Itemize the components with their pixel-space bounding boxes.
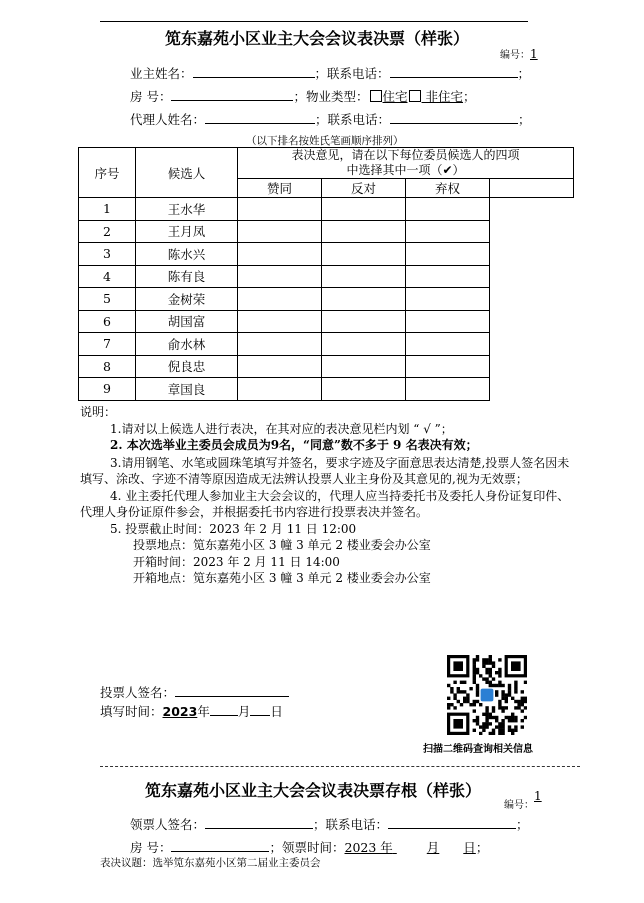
vote-cell-oppose[interactable] [322, 378, 406, 401]
row-index: 3 [79, 243, 136, 266]
vote-cell-abstain[interactable] [406, 198, 490, 221]
stub-receive-year: 2023 年 [344, 840, 393, 855]
col-agree-header: 赞同 [238, 179, 322, 198]
note-5-4: 开箱地点：笕东嘉苑小区 3 幢 3 单元 2 楼业委会办公室 [133, 571, 431, 585]
vote-cell-agree[interactable] [238, 288, 322, 311]
row-index: 7 [79, 333, 136, 356]
row-candidate-name: 胡国富 [136, 310, 238, 333]
non-residential-checkbox[interactable] [409, 90, 421, 102]
room-label: 房 号： [130, 89, 172, 104]
stub-recipient-field[interactable] [205, 815, 313, 829]
table-row [79, 265, 574, 288]
vote-cell-oppose[interactable] [322, 355, 406, 378]
qr-code-graphic [447, 655, 527, 735]
day-unit: 日 [270, 704, 283, 719]
stub-receive-date[interactable] [345, 840, 476, 855]
month-unit: 月 [237, 704, 251, 719]
semicolon: ； [463, 89, 476, 104]
col-oppose-header: 反对 [322, 179, 406, 198]
owner-name-line [130, 64, 530, 82]
row-candidate-name: 章国良 [136, 378, 238, 401]
ballot-serial [500, 46, 538, 61]
stub-serial-label: 编号： [504, 800, 534, 811]
owner-name-label: 业主姓名： [130, 66, 193, 81]
col-candidate-header: 候选人 [136, 148, 238, 198]
stub-receive-time-label: ；领票时间： [269, 840, 345, 855]
vote-cell-oppose[interactable] [322, 243, 406, 266]
ballot-title: 笕东嘉苑小区业主大会会议表决票（样张） [165, 29, 470, 48]
stub-room-field[interactable] [171, 838, 269, 852]
row-candidate-name: 倪良忠 [136, 355, 238, 378]
row-index: 4 [79, 265, 136, 288]
non-residential-label: 非住宅 [425, 89, 464, 104]
table-row [79, 220, 574, 243]
note-5-1: 5. 投票截止时间：2023 年 2 月 11 日 12:00 [110, 521, 357, 536]
stub-subject: 表决议题：选举笕东嘉苑小区第二届业主委员会 [100, 857, 321, 869]
row-candidate-name: 王水华 [136, 198, 238, 221]
note-2: 2. 本次选举业主委员会成员为9名，“同意”数不多于 9 名表决有效； [110, 438, 478, 452]
stub-room-label: 房 号： [130, 840, 172, 855]
semicolon: ； [475, 840, 489, 855]
opinion-header-line1: 表决意见，请在以下每位委员候选人的四项 [291, 148, 520, 162]
vote-cell-abstain[interactable] [406, 310, 490, 333]
opinion-header-line2: 中选择其中一项（✔） [346, 163, 465, 177]
row-candidate-name: 俞水林 [136, 333, 238, 356]
vote-cell-agree[interactable] [238, 243, 322, 266]
notes-heading: 说明： [80, 405, 117, 419]
fill-time-line [100, 702, 283, 720]
vote-cell-agree[interactable] [238, 310, 322, 333]
stub-serial-value: 1 [534, 789, 542, 803]
vote-table [78, 147, 574, 401]
row-candidate-name: 王月凤 [136, 220, 238, 243]
stub-title: 笕东嘉苑小区业主大会会议表决票存根（样张） [145, 781, 482, 800]
table-row [79, 310, 574, 333]
stub-receive-month: 月 [426, 840, 440, 855]
room-field[interactable] [171, 87, 293, 101]
serial-value: 1 [530, 47, 538, 61]
order-note: （以下排名按姓氏笔画顺序排列） [246, 135, 404, 147]
qr-code-icon[interactable] [447, 655, 527, 735]
row-index: 6 [79, 310, 136, 333]
col-index-header: 序号 [79, 148, 136, 198]
vote-cell-abstain[interactable] [406, 288, 490, 311]
stub-room-line [130, 838, 488, 856]
agent-phone-field[interactable] [390, 110, 518, 124]
vote-cell-oppose[interactable] [322, 288, 406, 311]
table-row [79, 378, 574, 401]
table-row [79, 288, 574, 311]
top-rule [100, 21, 528, 22]
vote-cell-agree[interactable] [238, 198, 322, 221]
vote-cell-oppose[interactable] [322, 198, 406, 221]
row-candidate-name: 陈有良 [136, 265, 238, 288]
signer-field[interactable] [175, 683, 289, 697]
tear-line [100, 766, 580, 767]
row-candidate-name: 金树荣 [136, 288, 238, 311]
row-index: 5 [79, 288, 136, 311]
signer-line [100, 683, 289, 701]
residential-checkbox[interactable] [370, 90, 382, 102]
vote-cell-agree[interactable] [238, 265, 322, 288]
agent-phone-label: ；联系电话： [315, 112, 391, 127]
note-3: 3.请用钢笔、水笔或圆珠笔填写并签名，要求字迹及字面意思表达清楚,投票人签名因未填写、涂改、字迹不清等原因造成无法辨认投票人业主身份及其意见的,视为无效票； [80, 455, 570, 486]
vote-cell-oppose[interactable] [322, 333, 406, 356]
room-line [130, 87, 476, 105]
serial-label: 编号： [500, 50, 530, 61]
row-index: 2 [79, 220, 136, 243]
row-candidate-name: 陈水兴 [136, 243, 238, 266]
stub-serial [504, 788, 542, 811]
row-index: 8 [79, 355, 136, 378]
vote-cell-agree[interactable] [238, 355, 322, 378]
notes [80, 404, 570, 587]
row-index: 1 [79, 198, 136, 221]
opinion-header [238, 148, 574, 179]
vote-cell-abstain[interactable] [406, 378, 490, 401]
semicolon: ； [517, 66, 531, 81]
agent-name-field[interactable] [205, 110, 315, 124]
signer-label: 投票人签名： [100, 685, 176, 700]
fill-month-field[interactable] [210, 702, 238, 716]
stub-phone-label: ；联系电话： [313, 817, 389, 832]
note-1: 1.请对以上候选人进行表决，在其对应的表决意见栏内划 “ √ ”； [110, 421, 453, 436]
table-row [79, 198, 574, 221]
note-5-2: 投票地点：笕东嘉苑小区 3 幢 3 单元 2 楼业委会办公室 [133, 538, 431, 552]
vote-cell-agree[interactable] [238, 220, 322, 243]
fill-day-field[interactable] [250, 702, 270, 716]
table-row [79, 355, 574, 378]
stub-receive-day: 日 [463, 840, 476, 855]
vote-cell-abstain[interactable] [406, 355, 490, 378]
phone-label: ；联系电话： [314, 66, 390, 81]
stub-phone-field[interactable] [388, 815, 516, 829]
owner-name-field[interactable] [193, 64, 315, 78]
vote-cell-abstain[interactable] [406, 243, 490, 266]
fill-year: 2023 [162, 704, 198, 719]
col-abstain-header: 弃权 [406, 179, 490, 198]
vote-cell-agree[interactable] [238, 378, 322, 401]
vote-cell-abstain[interactable] [406, 220, 490, 243]
row-index: 9 [79, 378, 136, 401]
semicolon: ； [518, 112, 531, 127]
col-majority-cell[interactable] [490, 179, 574, 198]
vote-cell-abstain[interactable] [406, 265, 490, 288]
phone-field[interactable] [390, 64, 518, 78]
note-5-3: 开箱时间：2023 年 2 月 11 日 14:00 [133, 554, 340, 569]
property-type-options [369, 89, 464, 104]
vote-cell-abstain[interactable] [406, 333, 490, 356]
stub-recipient-line [130, 815, 529, 833]
vote-cell-oppose[interactable] [322, 220, 406, 243]
table-row [79, 333, 574, 356]
property-type-label: ；物业类型： [293, 89, 369, 104]
agent-name-label: 代理人姓名： [130, 112, 206, 127]
stub-recipient-label: 领票人签名： [130, 817, 206, 832]
vote-cell-oppose[interactable] [322, 265, 406, 288]
fill-time-label: 填写时间： [100, 704, 163, 719]
qr-caption: 扫描二维码查询相关信息 [423, 744, 533, 755]
note-4: 4. 业主委托代理人参加业主大会会议的，代理人应当持委托书及委托人身份证复印件、代理人身份证原件参会，并根据委托书内容进行投票表决并签名。 [80, 488, 570, 519]
year-unit: 年 [197, 704, 210, 719]
table-row [79, 243, 574, 266]
semicolon: ； [516, 817, 529, 832]
residential-label: 住宅 [382, 89, 408, 104]
agent-line [130, 110, 531, 128]
vote-cell-agree[interactable] [238, 333, 322, 356]
vote-cell-oppose[interactable] [322, 310, 406, 333]
